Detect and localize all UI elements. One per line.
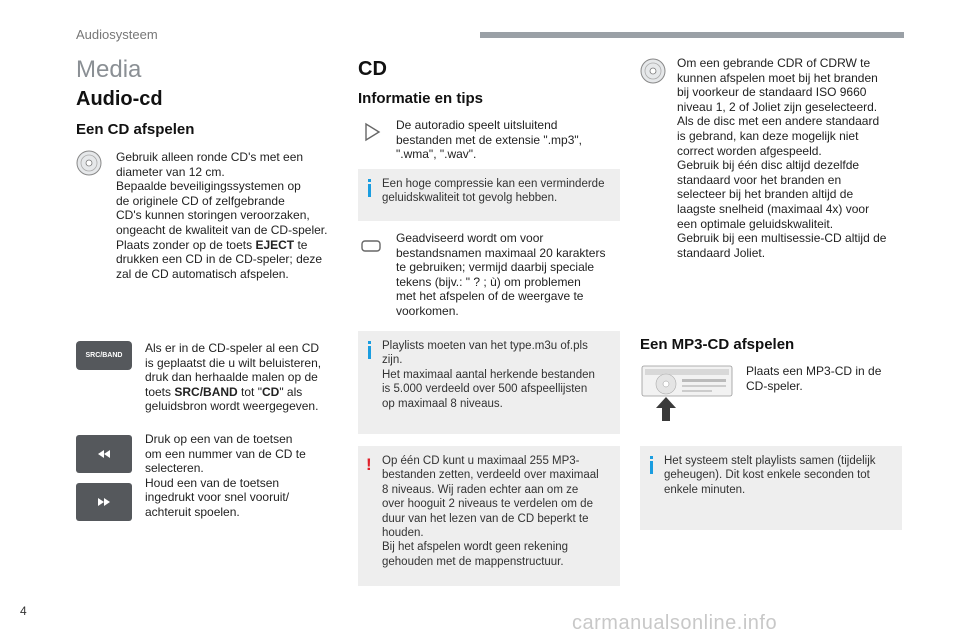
tip-burned-cd: Om een gebrande CDR of CDRW te kunnen afspelen moet bij het branden bij voorkeur de standaard ISO 9660 niveau 1, 2 of Joliet zijn geselecteerd. Als de disc met een andere standaard is gebrand, kan deze mogelijk niet correct worden afgespeeld. Gebruik bij één disc altijd dezelfde standaard voor het branden en selecteer bij het branden altijd de laagste snelheid (maximaal 4x) voor een optimale geluidskwaliteit. Gebruik bij een multisessie-CD altijd de standaard Joliet. — [677, 56, 887, 260]
page-number: 4 — [20, 604, 27, 618]
mp3-insert-text: Plaats een MP3-CD in de CD-speler. — [746, 364, 882, 393]
info-text: Het systeem stelt playlists samen (tijdelijk geheugen). Dit kost enkele seconden tot enkele minuten. — [664, 455, 876, 496]
filename-icon — [360, 236, 382, 256]
heading-play-cd: Een CD afspelen — [76, 121, 195, 138]
previous-track-button — [76, 435, 132, 473]
cd-player-illustration — [640, 363, 734, 425]
heading-play-mp3: Een MP3-CD afspelen — [640, 336, 795, 353]
tip-filenames: Geadviseerd wordt om voor bestandsnamen maximaal 20 karakters te gebruiken; vermijd daarbij speciale tekens (bijv.: " ? ; ù) om problemen met het afspelen of de weergave te voorkomen. — [396, 231, 606, 318]
header-bar — [480, 32, 904, 38]
fast-forward-icon — [76, 483, 132, 521]
info-text: Een hoge compressie kan een verminderde geluidskwaliteit tot gevolg hebben. — [382, 178, 605, 205]
page-title: Media — [76, 56, 142, 83]
heading-info-tips: Informatie en tips — [358, 90, 484, 107]
tip-file-extensions: De autoradio speelt uitsluitend bestanden met de extensie ".mp3", ".wma", ".wav". — [396, 118, 582, 162]
warning-text: Op één CD kunt u maximaal 255 MP3- bestanden zetten, verdeeld over maximaal 8 niveaus. Wij raden echter aan om ze over hooguit 2 niveaus te verdelen om de duur van het lezen van de CD beperkt te houden. Bij het afspelen wordt geen rekening gehouden met de mappenstructuur. — [382, 455, 599, 568]
warning-icon: ! — [366, 455, 372, 474]
paragraph-track-buttons: Druk op een van de toetsen om een nummer van de CD te selecteren. Houd een van de toetsen ingedrukt voor snel vooruit/ achteruit spoelen. — [145, 432, 306, 519]
warning-box-mp3-limits — [358, 446, 620, 586]
section-title-cd: CD — [358, 58, 387, 80]
src-band-button: SRC/BAND — [76, 341, 132, 370]
next-track-button — [76, 483, 132, 521]
info-text: Playlists moeten van het type.m3u of.pls zijn. Het maximaal aantal herkende bestanden is 5.000 verdeeld over 500 afspeellijsten op maximaal 8 niveaus. — [382, 340, 595, 410]
info-box-playlists — [358, 331, 620, 434]
info-box-playlist-creation — [640, 446, 902, 530]
info-box-compression — [358, 169, 620, 221]
watermark: carmanualsonline.info — [572, 612, 778, 634]
paragraph-cd-usage: Gebruik alleen ronde CD's met een diameter van 12 cm. Bepaalde beveiligingssystemen op de originele CD of zelfgebrande CD's kunnen storingen veroorzaken, ongeacht de kwaliteit van de CD-speler. Plaats zonder op de toets EJECT te drukken een CD in de CD-speler; deze zal de CD automatisch afspelen. — [116, 150, 328, 281]
cd-disc-icon — [640, 58, 666, 84]
cd-disc-icon — [76, 150, 102, 176]
section-header: Audiosysteem — [76, 27, 158, 42]
paragraph-src-band: Als er in de CD-speler al een CD is geplaatst die u wilt beluisteren, druk dan herhaalde malen op de toets SRC/BAND tot "CD" als geluidsbron wordt weergegeven. — [145, 341, 322, 414]
play-icon — [360, 121, 382, 143]
rewind-icon — [76, 435, 132, 473]
section-title-audio-cd: Audio-cd — [76, 88, 163, 110]
